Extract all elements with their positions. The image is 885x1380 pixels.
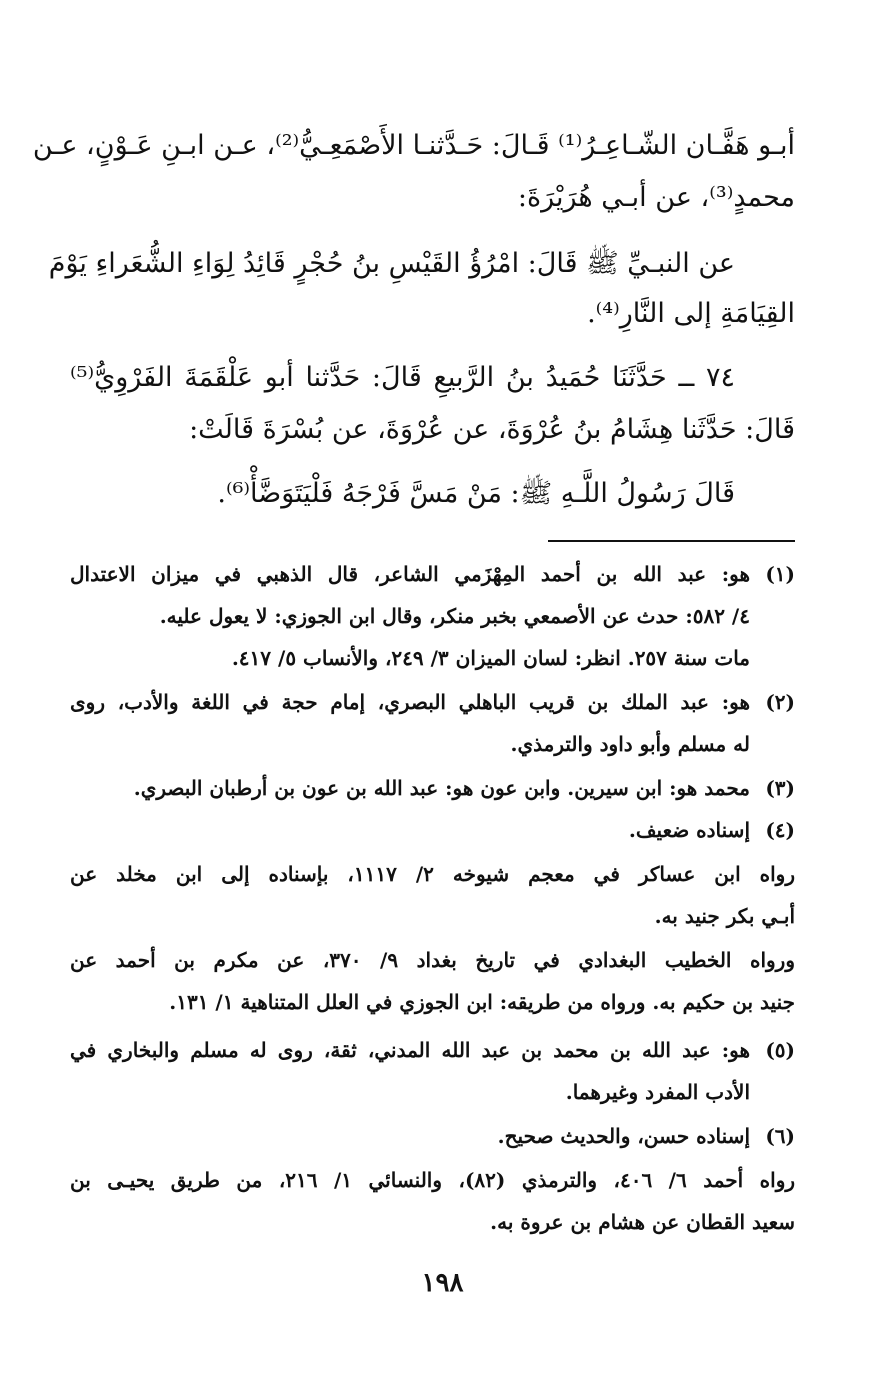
footnote-2-line-1: هو: عبد الملك بن قريب الباهلي البصري، إمام حجة في اللغة والأدب، روى xyxy=(70,690,750,714)
footnote-6-line-3: سعيد القطان عن هشام بن عروة به. xyxy=(490,1210,795,1234)
footnote-6-line-1: إسناده حسن، والحديث صحيح. xyxy=(497,1124,750,1148)
main-line-4: القِيَامَةِ إلى النَّارِ⁽⁴⁾. xyxy=(587,298,795,329)
footnote-5-line-1: هو: عبد الله بن محمد بن عبد الله المدني، ثقة، روى له مسلم والبخاري في xyxy=(70,1038,750,1062)
footnote-separator xyxy=(548,540,795,542)
footnote-4-line-5: جنيد بن حكيم به. ورواه من طريقه: ابن الجوزي في العلل المتناهية ١/ ١٣١. xyxy=(169,990,795,1014)
footnote-4-line-1: إسناده ضعيف. xyxy=(628,818,750,842)
footnote-4-line-3: أبـي بكر جنيد به. xyxy=(654,904,795,928)
footnote-4-number: (٤) xyxy=(765,818,795,842)
footnote-2-number: (٢) xyxy=(765,690,795,714)
footnote-6-number: (٦) xyxy=(765,1124,795,1148)
main-line-7: قَالَ رَسُولُ اللَّـهِ ﷺ: مَنْ مَسَّ فَرْجَهُ فَلْيَتَوَضَّأْ⁽⁶⁾. xyxy=(217,478,735,509)
footnote-4-line-2: رواه ابن عساكر في معجم شيوخه ٢/ ١١١٧، بإسناده إلى ابن مخلد عن xyxy=(70,862,795,886)
page-number: ١٩٨ xyxy=(421,1268,464,1298)
footnote-1-line-2: ٤/ ٥٨٢: حدث عن الأصمعي بخبر منكر، وقال ابن الجوزي: لا يعول عليه. xyxy=(159,604,750,628)
footnote-1-number: (١) xyxy=(765,562,795,586)
footnote-4-line-4: ورواه الخطيب البغدادي في تاريخ بغداد ٩/ ٣٧٠، عن مكرم بن أحمد عن xyxy=(70,948,795,972)
footnote-2-line-2: له مسلم وأبو داود والترمذي. xyxy=(510,732,750,756)
main-line-3: عن النبـيِّ ﷺ قَالَ: امْرُؤُ القَيْسِ بنُ حُجْرٍ قَائِدُ لِوَاءِ الشُّعَراءِ يَوْمَ xyxy=(48,248,735,279)
footnote-3-number: (٣) xyxy=(765,776,795,800)
footnote-6-line-2: رواه أحمد ٦/ ٤٠٦، والترمذي (٨٢)، والنسائي ١/ ٢١٦، من طريق يحيـى بن xyxy=(70,1168,796,1192)
footnote-1-line-1: هو: عبد الله بن أحمد المِهْزَمي الشاعر، قال الذهبي في ميزان الاعتدال xyxy=(70,562,750,586)
footnote-5-line-2: الأدب المفرد وغيرهما. xyxy=(565,1080,750,1104)
main-line-2: محمدٍ⁽³⁾، عن أبـي هُرَيْرَةَ: xyxy=(517,182,795,213)
main-line-6: قَالَ: حَدَّثَنا هِشَامُ بنُ عُرْوَةَ، عن عُرْوَةَ، عن بُسْرَةَ قَالَتْ: xyxy=(189,414,795,445)
main-line-5: ٧٤ ــ حَدَّثَنَا حُمَيدُ بنُ الرَّبيعِ قَالَ: حَدَّثنا أبو عَلْقَمَةَ الفَرْوِيُّ⁽⁵⁾ xyxy=(70,362,735,393)
footnote-1-line-3: مات سنة ٢٥٧. انظر: لسان الميزان ٣/ ٢٤٩، والأنساب ٥/ ٤١٧. xyxy=(231,646,750,670)
footnote-3-line-1: محمد هو: ابن سيرين. وابن عون هو: عبد الله بن عون بن أرطبان البصري. xyxy=(133,776,750,800)
main-line-1: أبـو هَفَّـان الشّـاعِـرُ⁽¹⁾ قَـالَ: حَـدَّثنـا الأَصْمَعِـيُّ⁽²⁾، عـن ابـنِ عَـوْنٍ، عـن xyxy=(32,130,795,161)
footnote-5-number: (٥) xyxy=(765,1038,795,1062)
